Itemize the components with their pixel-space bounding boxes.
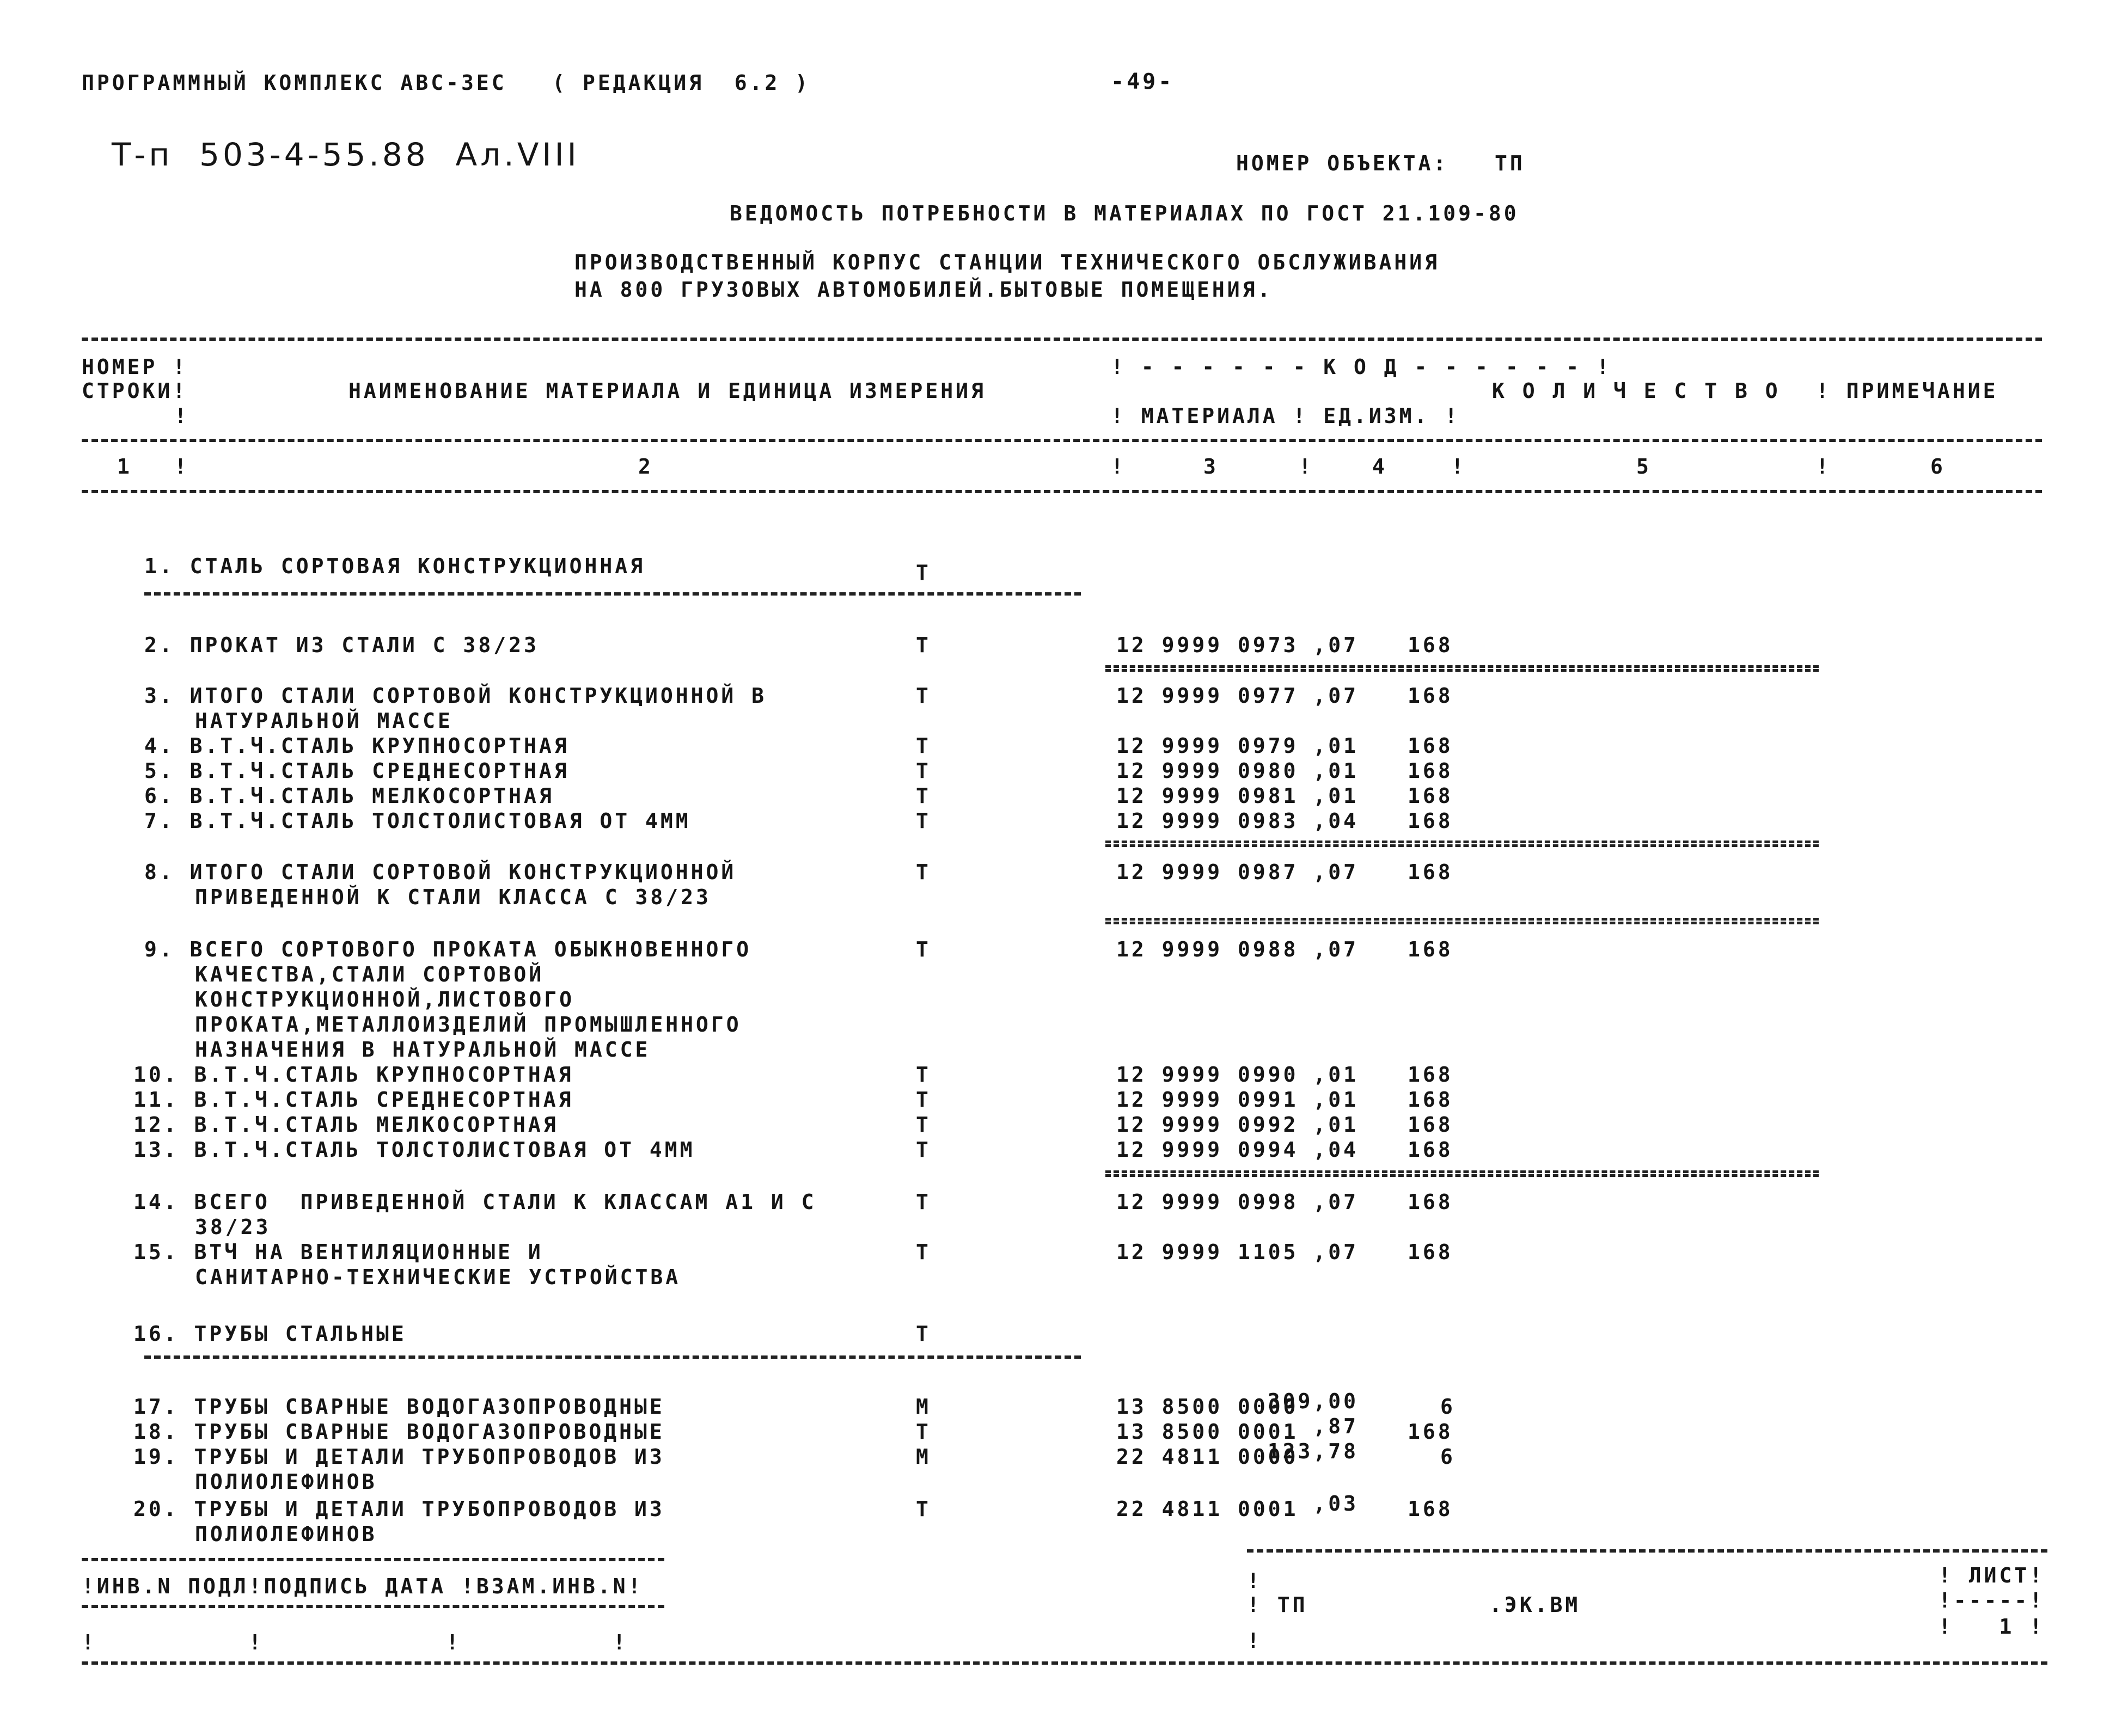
row-6-unit: Т: [916, 784, 931, 808]
row-6-name: 6. В.Т.Ч.СТАЛЬ МЕЛКОСОРТНАЯ: [144, 784, 554, 808]
row-6-measure: 168: [1408, 784, 1453, 808]
row-9-unit: Т: [916, 937, 931, 961]
row-11-code: 12 9999 0991: [1116, 1088, 1299, 1112]
row-5-name: 5. В.Т.Ч.СТАЛЬ СРЕДНЕСОРТНАЯ: [144, 759, 570, 783]
header-num-3: 3: [1203, 455, 1219, 479]
row-15-name-cont: САНИТАРНО-ТЕХНИЧЕСКИЕ УСТРОЙСТВА: [195, 1265, 681, 1289]
footer-bottom-rule: [82, 1661, 2047, 1665]
row-17-qty: 309,00: [1267, 1389, 1359, 1413]
header-num-4: 4: [1372, 455, 1387, 479]
header-num-sep-3: !: [1299, 455, 1314, 479]
row-18-name: 18. ТРУБЫ СВАРНЫЕ ВОДОГАЗОПРОВОДНЫЕ: [133, 1420, 665, 1444]
header-note-column: ! ПРИМЕЧАНИЕ: [1816, 379, 1998, 403]
row-16-unit: Т: [916, 1322, 931, 1346]
row-5-code: 12 9999 0980: [1116, 759, 1299, 783]
row-20-name-cont: ПОЛИОЛЕФИНОВ: [195, 1522, 377, 1546]
row-6-qty: ,01: [1313, 784, 1359, 808]
titleblock-left-bar-lower: !: [1247, 1629, 1262, 1653]
row-5-qty: ,01: [1313, 759, 1359, 783]
header-qty-column: К О Л И Ч Е С Т В О: [1492, 379, 1781, 403]
header-row-no-2: СТРОКИ!: [82, 379, 188, 403]
row-15-unit: Т: [916, 1240, 931, 1264]
row-9-name-cont-3: ПРОКАТА,МЕТАЛЛОИЗДЕЛИЙ ПРОМЫШЛЕННОГО: [195, 1013, 742, 1036]
row-10-code: 12 9999 0990: [1116, 1063, 1299, 1087]
header-row-no-1: НОМЕР !: [82, 355, 188, 379]
object-label: НОМЕР ОБЪЕКТА:: [1236, 151, 1449, 175]
row-12-name: 12. В.Т.Ч.СТАЛЬ МЕЛКОСОРТНАЯ: [133, 1113, 559, 1137]
row-1-unit: Т: [916, 561, 931, 585]
header-num-1: 1: [117, 455, 132, 479]
row-10-measure: 168: [1408, 1063, 1453, 1087]
row-17-measure: 6: [1440, 1395, 1456, 1419]
row-5-measure: 168: [1408, 759, 1453, 783]
row-7-measure: 168: [1408, 809, 1453, 833]
stamp-mid-rule: [82, 1605, 664, 1608]
row-11-measure: 168: [1408, 1088, 1453, 1112]
row-13-unit: Т: [916, 1138, 931, 1162]
document-subtitle-2: НА 800 ГРУЗОВЫХ АВТОМОБИЛЕЙ.БЫТОВЫЕ ПОМЕЩЕНИЯ.: [574, 278, 1273, 302]
header-top-rule: [82, 338, 2042, 341]
row-4-measure: 168: [1408, 734, 1453, 758]
row-19-qty: 123,78: [1267, 1439, 1359, 1463]
total-rule-3: [1105, 918, 1819, 924]
row-12-unit: Т: [916, 1113, 931, 1137]
row-9-code: 12 9999 0988: [1116, 937, 1299, 961]
row-9-measure: 168: [1408, 937, 1453, 961]
row-8-name-cont: ПРИВЕДЕННОЙ К СТАЛИ КЛАССА С 38/23: [195, 885, 711, 909]
row-17-name: 17. ТРУБЫ СВАРНЫЕ ВОДОГАЗОПРОВОДНЫЕ: [133, 1395, 665, 1419]
row-15-qty: ,07: [1313, 1240, 1359, 1264]
row-10-unit: Т: [916, 1063, 931, 1087]
sheet-label: ! ЛИСТ!: [1938, 1563, 2045, 1587]
row-18-unit: Т: [916, 1420, 931, 1444]
row-11-unit: Т: [916, 1088, 931, 1112]
total-rule-2: [1105, 841, 1819, 847]
total-rule-1: [1105, 665, 1819, 672]
row-3-name-cont: НАТУРАЛЬНОЙ МАССЕ: [195, 709, 453, 733]
row-11-name: 11. В.Т.Ч.СТАЛЬ СРЕДНЕСОРТНАЯ: [133, 1088, 574, 1112]
row-8-name: 8. ИТОГО СТАЛИ СОРТОВОЙ КОНСТРУКЦИОННОЙ: [144, 860, 737, 884]
row-2-unit: Т: [916, 633, 931, 657]
row-8-unit: Т: [916, 860, 931, 884]
row-19-unit: М: [916, 1445, 931, 1469]
row-20-measure: 168: [1408, 1497, 1453, 1521]
stamp-cells: ! ! ! !: [82, 1630, 628, 1654]
row-20-name: 20. ТРУБЫ И ДЕТАЛИ ТРУБОПРОВОДОВ ИЗ: [133, 1497, 665, 1521]
row-10-qty: ,01: [1313, 1063, 1359, 1087]
header-num-sep-2: !: [1111, 455, 1126, 479]
header-num-sep-4: !: [1451, 455, 1466, 479]
row-4-code: 12 9999 0979: [1116, 734, 1299, 758]
row-4-qty: ,01: [1313, 734, 1359, 758]
row-2-qty: ,07: [1313, 633, 1359, 657]
row-9-qty: ,07: [1313, 937, 1359, 961]
section-rule-2: [144, 1355, 1081, 1359]
page-number: -49-: [1111, 69, 1175, 94]
row-7-code: 12 9999 0983: [1116, 809, 1299, 833]
row-14-unit: Т: [916, 1190, 931, 1214]
row-3-qty: ,07: [1313, 684, 1359, 708]
titleblock-code: .ЭК.ВМ: [1489, 1593, 1581, 1617]
stamp-top-rule: [82, 1558, 664, 1561]
row-19-code: 22 4811 0000: [1116, 1445, 1299, 1469]
row-14-name: 14. ВСЕГО ПРИВЕДЕННОЙ СТАЛИ К КЛАССАМ А1 И С: [133, 1190, 817, 1214]
sheet-number: ! 1 !: [1938, 1615, 2045, 1639]
row-19-name-cont: ПОЛИОЛЕФИНОВ: [195, 1470, 377, 1494]
object-value: ТП: [1495, 151, 1525, 175]
total-rule-4: [1105, 1170, 1819, 1177]
row-13-measure: 168: [1408, 1138, 1453, 1162]
row-2-name: 2. ПРОКАТ ИЗ СТАЛИ С 38/23: [144, 633, 539, 657]
row-11-qty: ,01: [1313, 1088, 1359, 1112]
row-14-name-cont: 38/23: [195, 1215, 271, 1239]
row-10-name: 10. В.Т.Ч.СТАЛЬ КРУПНОСОРТНАЯ: [133, 1063, 574, 1087]
header-num-sep-5: !: [1816, 455, 1831, 479]
doc-code: Т-п 503-4-55.88 Ал.VIII: [112, 136, 580, 173]
row-8-measure: 168: [1408, 860, 1453, 884]
document-subtitle-1: ПРОИЗВОДСТВЕННЫЙ КОРПУС СТАНЦИИ ТЕХНИЧЕСКОГО ОБСЛУЖИВАНИЯ: [574, 250, 1440, 274]
section-rule-1: [144, 592, 1081, 596]
row-2-code: 12 9999 0973: [1116, 633, 1299, 657]
row-12-measure: 168: [1408, 1113, 1453, 1137]
row-2-measure: 168: [1408, 633, 1453, 657]
row-9-name-cont-4: НАЗНАЧЕНИЯ В НАТУРАЛЬНОЙ МАССЕ: [195, 1038, 651, 1062]
row-13-qty: ,04: [1313, 1138, 1359, 1162]
row-17-code: 13 8500 0000: [1116, 1395, 1299, 1419]
row-14-measure: 168: [1408, 1190, 1453, 1214]
row-3-measure: 168: [1408, 684, 1453, 708]
row-19-measure: 6: [1440, 1445, 1456, 1469]
row-6-code: 12 9999 0981: [1116, 784, 1299, 808]
row-9-name: 9. ВСЕГО СОРТОВОГО ПРОКАТА ОБЫКНОВЕННОГО: [144, 937, 752, 961]
header-row-no-3: !: [174, 404, 189, 428]
row-3-code: 12 9999 0977: [1116, 684, 1299, 708]
header-code-subcolumns: ! МАТЕРИАЛА ! ЕД.ИЗМ. !: [1111, 404, 1460, 428]
titleblock-left-bar: !: [1247, 1569, 1262, 1593]
document-title: ВЕДОМОСТЬ ПОТРЕБНОСТИ В МАТЕРИАЛАХ ПО ГОСТ 21.109-80: [730, 201, 1519, 225]
titleblock-top-rule: [1247, 1549, 2047, 1553]
row-18-measure: 168: [1408, 1420, 1453, 1444]
row-3-unit: Т: [916, 684, 931, 708]
row-9-name-cont-2: КОНСТРУКЦИОННОЙ,ЛИСТОВОГО: [195, 987, 574, 1011]
row-15-name: 15. ВТЧ НА ВЕНТИЛЯЦИОННЫЕ И: [133, 1240, 543, 1264]
row-18-code: 13 8500 0001: [1116, 1420, 1299, 1444]
row-5-unit: Т: [916, 759, 931, 783]
header-mid-rule: [82, 439, 2042, 442]
row-17-unit: М: [916, 1395, 931, 1419]
header-num-6: 6: [1930, 455, 1946, 479]
sheet-separator: !-----!: [1938, 1588, 2045, 1612]
row-15-code: 12 9999 1105: [1116, 1240, 1299, 1264]
header-num-sep-1: !: [174, 455, 189, 479]
row-4-unit: Т: [916, 734, 931, 758]
row-8-code: 12 9999 0987: [1116, 860, 1299, 884]
row-7-qty: ,04: [1313, 809, 1359, 833]
row-9-name-cont-1: КАЧЕСТВА,СТАЛИ СОРТОВОЙ: [195, 962, 545, 986]
titleblock-object: ! ТП: [1247, 1593, 1308, 1617]
stamp-header: !ИНВ.N ПОДЛ!ПОДПИСЬ ДАТА !ВЗАМ.ИНВ.N!: [82, 1574, 644, 1598]
row-13-name: 13. В.Т.Ч.СТАЛЬ ТОЛСТОЛИСТОВАЯ ОТ 4ММ: [133, 1138, 695, 1162]
header-num-2: 2: [638, 455, 653, 479]
header-code-column: ! - - - - - - К О Д - - - - - - !: [1111, 355, 1612, 379]
row-20-qty: ,03: [1313, 1492, 1359, 1516]
row-15-measure: 168: [1408, 1240, 1453, 1264]
header-name-column: НАИМЕНОВАНИЕ МАТЕРИАЛА И ЕДИНИЦА ИЗМЕРЕНИЯ: [348, 379, 986, 403]
row-7-name: 7. В.Т.Ч.СТАЛЬ ТОЛСТОЛИСТОВАЯ ОТ 4ММ: [144, 809, 691, 833]
row-16-name: 16. ТРУБЫ СТАЛЬНЫЕ: [133, 1322, 407, 1346]
program-line: ПРОГРАММНЫЙ КОМПЛЕКС АВС-ЗЕС ( РЕДАКЦИЯ 6.2 ): [82, 71, 811, 95]
row-12-code: 12 9999 0992: [1116, 1113, 1299, 1137]
row-1-name: 1. СТАЛЬ СОРТОВАЯ КОНСТРУКЦИОННАЯ: [144, 554, 645, 578]
row-12-qty: ,01: [1313, 1113, 1359, 1137]
row-4-name: 4. В.Т.Ч.СТАЛЬ КРУПНОСОРТНАЯ: [144, 734, 570, 758]
row-7-unit: Т: [916, 809, 931, 833]
row-8-qty: ,07: [1313, 860, 1359, 884]
row-3-name: 3. ИТОГО СТАЛИ СОРТОВОЙ КОНСТРУКЦИОННОЙ В: [144, 684, 767, 708]
row-18-qty: ,87: [1313, 1414, 1359, 1438]
row-20-unit: Т: [916, 1497, 931, 1521]
header-bottom-rule: [82, 490, 2042, 493]
row-14-code: 12 9999 0998: [1116, 1190, 1299, 1214]
row-20-code: 22 4811 0001: [1116, 1497, 1299, 1521]
row-14-qty: ,07: [1313, 1190, 1359, 1214]
row-19-name: 19. ТРУБЫ И ДЕТАЛИ ТРУБОПРОВОДОВ ИЗ: [133, 1445, 665, 1469]
header-num-5: 5: [1636, 455, 1652, 479]
row-13-code: 12 9999 0994: [1116, 1138, 1299, 1162]
